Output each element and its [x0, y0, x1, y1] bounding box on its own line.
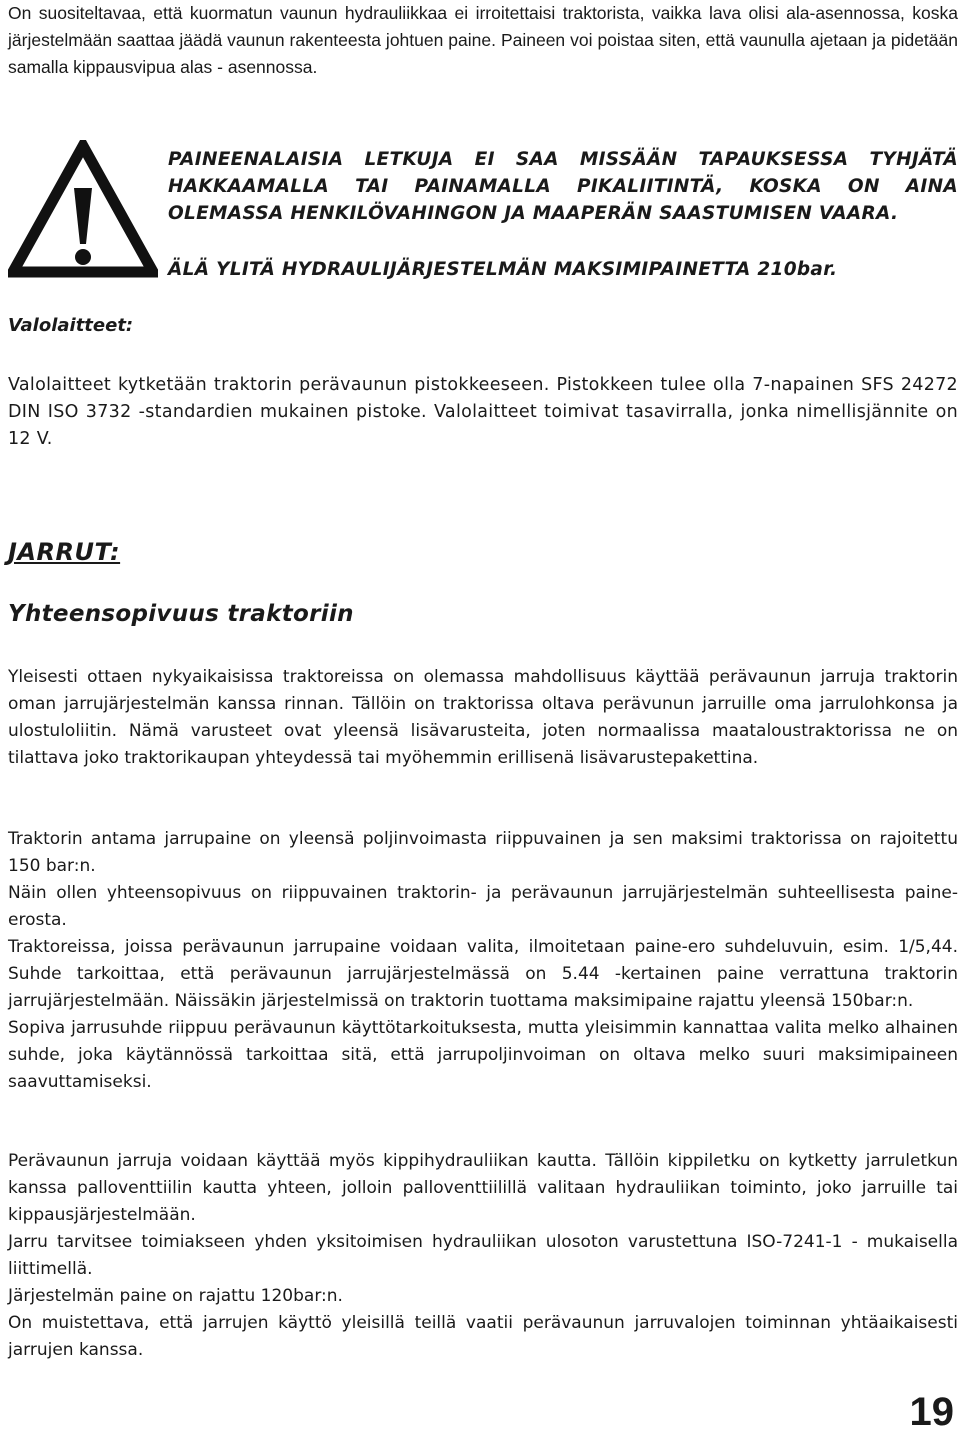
warning-line-1-end: OLEMASSA HENKILÖVAHINGON JA MAAPERÄN SAASTUMISEN VAARA. — [168, 203, 899, 224]
paragraph: Perävaunun jarruja voidaan käyttää myös kippihydrauliikan kautta. Tällöin kippiletku on kytketty jarruletkun kanssa palloventtiilin kautta yhteen, jolloin palloventtiilillä valitaan hydrauliikan toiminto, joko jarruille tai kippausjärjestelmään. — [8, 1151, 958, 1225]
warning-line-1: PAINEENALAISIA LETKUJA EI SAA MISSÄÄN TAPAUKSESSA TYHJÄTÄ HAKKAAMALLA TAI PAINAMALLA PIKALIITINTÄ, KOSKA ON AINA — [168, 149, 958, 197]
intro-paragraph: On suositeltavaa, että kuormatun vaunun hydrauliikkaa ei irroitettaisi traktorista, vaikka lava olisi ala-asennossa, koska järjestelmään saattaa jäädä vaunun rakenteesta johtuen paine. Paineen voi poistaa siten, että vaunulla ajetaan ja pidetään samalla kippausvipua alas - asennossa. — [8, 3, 958, 77]
paragraph: Traktorin antama jarrupaine on yleensä poljinvoimasta riippuvainen ja sen maksimi traktorissa on rajoitettu 150 bar:n. — [8, 829, 958, 876]
paragraph: On muistettava, että jarrujen käyttö yleisillä teillä vaatii perävaunun jarruvalojen toiminnan yhtäaikaisesti jarrujen kanssa. — [8, 1313, 958, 1360]
warning-text-block — [168, 146, 958, 200]
paragraph: Jarru tarvitsee toimiakseen yhden yksitoimisen hydrauliikan ulosoton varustettuna ISO-7241-1 - mukaisella liittimellä. — [8, 1232, 958, 1279]
paragraph: Näin ollen yhteensopivuus on riippuvainen traktorin- ja perävaunun jarrujärjestelmän suhteellisesta paine-erosta. — [8, 883, 958, 930]
page-number: 19 — [909, 1390, 954, 1434]
lights-heading: Valolaitteet: — [8, 315, 134, 336]
brakes-paragraph-2 — [8, 826, 958, 1096]
warning-line-2: ÄLÄ YLITÄ HYDRAULIJÄRJESTELMÄN MAKSIMIPAINETTA 210bar. — [168, 259, 838, 280]
warning-triangle-icon — [8, 140, 158, 278]
paragraph: Sopiva jarrusuhde riippuu perävaunun käyttötarkoituksesta, mutta yleisimmin kannattaa valita melko alhainen suhde, joka käytännössä tarkoittaa sitä, että jarrupoljinvoiman on oltava melko suuri maksimipaineen saavuttamiseksi. — [8, 1018, 958, 1092]
brakes-heading: JARRUT: — [8, 538, 121, 566]
lights-paragraph: Valolaitteet kytketään traktorin perävaunun pistokkeeseen. Pistokkeen tulee olla 7-napainen SFS 24272 DIN ISO 3732 -standardien mukainen pistoke. Valolaitteet toimivat tasavirralla, jonka nimellisjännite on 12 V. — [8, 374, 958, 449]
compatibility-subheading: Yhteensopivuus traktoriin — [8, 601, 354, 627]
brakes-paragraph-3 — [8, 1148, 958, 1364]
brakes-paragraph-1 — [8, 664, 958, 772]
paragraph: Yleisesti ottaen nykyaikaisissa traktoreissa on olemassa mahdollisuus käyttää perävaunun jarruja traktorin oman jarrujärjestelmän kanssa rinnan. Tällöin on traktorissa oltava perävunun jarruille oma jarrulohkonsa ja ulostuloliitin. Nämä varusteet ovat yleensä lisävarusteita, joten normaalissa maataloustraktorissa ne on tilattava joko traktorikaupan yhteydessä tai myöhemmin erillisenä lisävarustepakettina. — [8, 667, 958, 768]
paragraph: Traktoreissa, joissa perävaunun jarrupaine voidaan valita, ilmoitetaan paine-ero suhdeluvuin, esim. 1/5,44. Suhde tarkoittaa, että perävaunun jarrujärjestelmässä on 5.44 -kertainen paine verrattuna traktorin jarrujärjestelmään. Näissäkin järjestelmissä on traktorin tuottama maksimipaine rajattu yleensä 150bar:n. — [8, 937, 958, 1011]
paragraph: Järjestelmän paine on rajattu 120bar:n. — [8, 1286, 343, 1306]
